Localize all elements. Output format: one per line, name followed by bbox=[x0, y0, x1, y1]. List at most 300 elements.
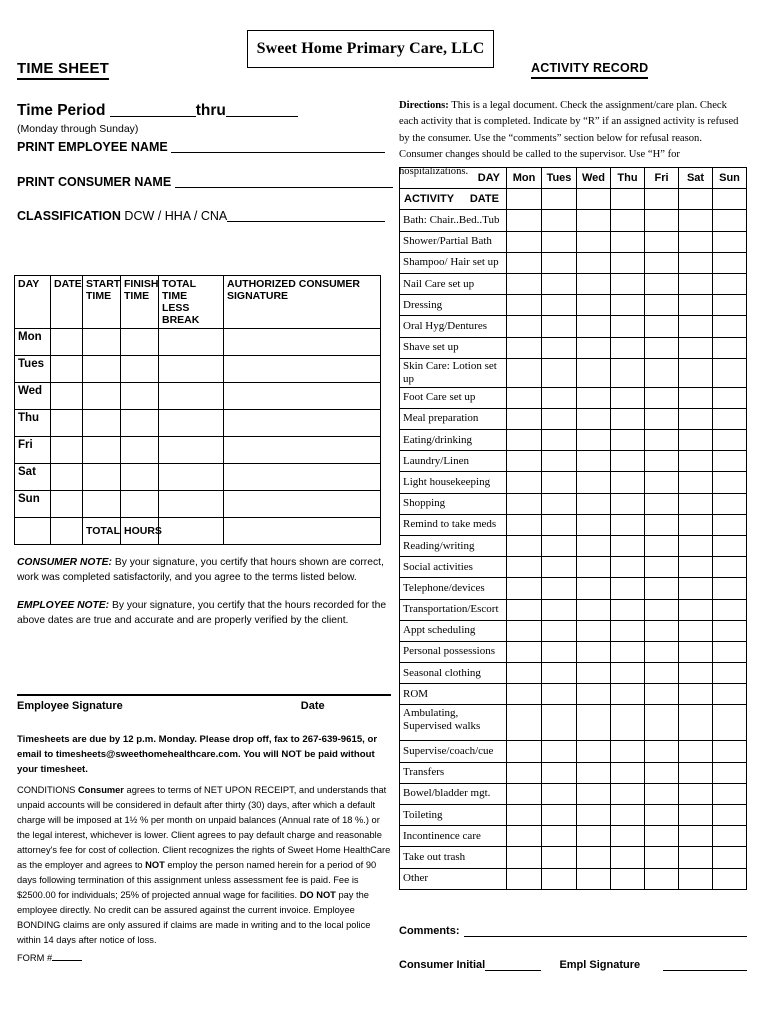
activity-check-cell[interactable] bbox=[645, 358, 679, 387]
activity-check-cell[interactable] bbox=[611, 273, 645, 294]
activity-check-cell[interactable] bbox=[713, 493, 747, 514]
activity-check-cell[interactable] bbox=[713, 705, 747, 741]
activity-check-cell[interactable] bbox=[713, 210, 747, 231]
activity-check-cell[interactable] bbox=[507, 783, 542, 804]
consumer-signature-row bbox=[399, 959, 747, 971]
total-time-cell[interactable] bbox=[159, 383, 224, 410]
header-line: DATE bbox=[54, 278, 82, 290]
activity-check-cell[interactable] bbox=[542, 514, 577, 535]
activity-check-cell[interactable] bbox=[611, 762, 645, 783]
activity-check-cell[interactable] bbox=[577, 387, 611, 408]
activity-check-cell[interactable] bbox=[507, 231, 542, 252]
activity-check-cell[interactable] bbox=[611, 783, 645, 804]
activity-check-cell[interactable] bbox=[577, 847, 611, 868]
activity-check-cell[interactable] bbox=[679, 493, 713, 514]
activity-check-cell[interactable] bbox=[577, 231, 611, 252]
activity-check-cell[interactable] bbox=[645, 641, 679, 662]
activity-check-cell[interactable] bbox=[679, 252, 713, 273]
activity-check-cell[interactable] bbox=[679, 620, 713, 641]
activity-check-cell[interactable] bbox=[542, 358, 577, 387]
activity-check-cell[interactable] bbox=[713, 741, 747, 762]
activity-check-cell[interactable] bbox=[645, 535, 679, 556]
activity-check-cell[interactable] bbox=[713, 557, 747, 578]
activity-check-cell[interactable] bbox=[611, 741, 645, 762]
activity-check-cell[interactable] bbox=[645, 472, 679, 493]
activity-check-cell[interactable] bbox=[713, 273, 747, 294]
table-row bbox=[15, 383, 381, 410]
signature-cell[interactable] bbox=[224, 356, 381, 383]
date-cell[interactable] bbox=[51, 437, 83, 464]
activity-check-cell[interactable] bbox=[611, 641, 645, 662]
activity-check-cell[interactable] bbox=[542, 805, 577, 826]
activity-check-cell[interactable] bbox=[542, 557, 577, 578]
activity-check-cell[interactable] bbox=[645, 826, 679, 847]
activity-check-cell[interactable] bbox=[507, 295, 542, 316]
activity-date-header-cell bbox=[400, 189, 507, 210]
activity-check-cell[interactable] bbox=[713, 641, 747, 662]
signature-cell[interactable] bbox=[224, 329, 381, 356]
activity-check-cell[interactable] bbox=[542, 741, 577, 762]
activity-check-cell[interactable] bbox=[679, 535, 713, 556]
activity-check-cell[interactable] bbox=[577, 514, 611, 535]
table-row bbox=[400, 430, 747, 451]
start-time-cell[interactable] bbox=[83, 437, 121, 464]
timesheet-table-body bbox=[15, 276, 381, 545]
total-time-cell[interactable] bbox=[159, 356, 224, 383]
activity-record-table bbox=[399, 167, 747, 890]
date-cell[interactable] bbox=[51, 329, 83, 356]
activity-check-cell[interactable] bbox=[577, 620, 611, 641]
start-time-cell[interactable] bbox=[83, 383, 121, 410]
activity-check-cell[interactable] bbox=[645, 430, 679, 451]
activity-check-cell[interactable] bbox=[645, 493, 679, 514]
activity-check-cell[interactable] bbox=[507, 705, 542, 741]
activity-label: Skin Care: Lotion set up bbox=[400, 358, 507, 387]
date-cell[interactable] bbox=[51, 491, 83, 518]
activity-check-cell[interactable] bbox=[645, 741, 679, 762]
date-entry-cell[interactable] bbox=[679, 189, 713, 210]
activity-check-cell[interactable] bbox=[679, 408, 713, 429]
consumer-note-text: By your signature, you certify that hours shown are correct, work was completed satisfactorily, and you agree to the terms listed below. bbox=[17, 557, 384, 583]
activity-check-cell[interactable] bbox=[542, 472, 577, 493]
empl-signature-field[interactable] bbox=[663, 959, 747, 971]
activity-check-cell[interactable] bbox=[577, 337, 611, 358]
activity-check-cell[interactable] bbox=[645, 273, 679, 294]
activity-check-cell[interactable] bbox=[577, 578, 611, 599]
start-time-cell[interactable] bbox=[83, 491, 121, 518]
activity-check-cell[interactable] bbox=[713, 762, 747, 783]
print-employee-name-label: PRINT EMPLOYEE NAME bbox=[17, 140, 168, 155]
activity-check-cell[interactable] bbox=[507, 805, 542, 826]
activity-check-cell[interactable] bbox=[713, 783, 747, 804]
activity-check-cell[interactable] bbox=[542, 387, 577, 408]
activity-check-cell[interactable] bbox=[611, 705, 645, 741]
activity-check-cell[interactable] bbox=[507, 408, 542, 429]
date-entry-cell[interactable] bbox=[713, 189, 747, 210]
activity-check-cell[interactable] bbox=[679, 578, 713, 599]
activity-check-cell[interactable] bbox=[713, 805, 747, 826]
activity-check-cell[interactable] bbox=[542, 599, 577, 620]
activity-check-cell[interactable] bbox=[679, 514, 713, 535]
activity-check-cell[interactable] bbox=[679, 641, 713, 662]
activity-check-cell[interactable] bbox=[507, 210, 542, 231]
activity-check-cell[interactable] bbox=[507, 535, 542, 556]
activity-check-cell[interactable] bbox=[611, 868, 645, 889]
activity-check-cell[interactable] bbox=[645, 762, 679, 783]
activity-check-cell[interactable] bbox=[507, 387, 542, 408]
activity-check-cell[interactable] bbox=[611, 337, 645, 358]
activity-check-cell[interactable] bbox=[713, 578, 747, 599]
date-entry-cell[interactable] bbox=[611, 189, 645, 210]
finish-time-cell[interactable] bbox=[121, 410, 159, 437]
time-period-start-field[interactable] bbox=[110, 103, 196, 117]
activity-check-cell[interactable] bbox=[679, 783, 713, 804]
date-cell[interactable] bbox=[51, 410, 83, 437]
signature-cell[interactable] bbox=[224, 464, 381, 491]
activity-check-cell[interactable] bbox=[645, 847, 679, 868]
activity-check-cell[interactable] bbox=[679, 868, 713, 889]
total-time-cell[interactable] bbox=[159, 491, 224, 518]
activity-check-cell[interactable] bbox=[645, 557, 679, 578]
activity-check-cell[interactable] bbox=[542, 705, 577, 741]
activity-check-cell[interactable] bbox=[611, 493, 645, 514]
activity-check-cell[interactable] bbox=[713, 408, 747, 429]
activity-check-cell[interactable] bbox=[645, 252, 679, 273]
activity-check-cell[interactable] bbox=[679, 472, 713, 493]
activity-check-cell[interactable] bbox=[679, 684, 713, 705]
activity-check-cell[interactable] bbox=[507, 337, 542, 358]
activity-check-cell[interactable] bbox=[713, 451, 747, 472]
activity-check-cell[interactable] bbox=[542, 408, 577, 429]
activity-check-cell[interactable] bbox=[577, 805, 611, 826]
activity-check-cell[interactable] bbox=[679, 826, 713, 847]
activity-check-cell[interactable] bbox=[577, 316, 611, 337]
time-period-end-field[interactable] bbox=[226, 103, 298, 117]
activity-check-cell[interactable] bbox=[542, 826, 577, 847]
finish-time-cell[interactable] bbox=[121, 491, 159, 518]
activity-check-cell[interactable] bbox=[577, 641, 611, 662]
comments-field[interactable] bbox=[464, 925, 747, 937]
activity-check-cell[interactable] bbox=[577, 430, 611, 451]
activity-check-cell[interactable] bbox=[507, 684, 542, 705]
finish-time-cell[interactable] bbox=[121, 464, 159, 491]
table-row bbox=[400, 472, 747, 493]
activity-check-cell[interactable] bbox=[679, 387, 713, 408]
activity-check-cell[interactable] bbox=[645, 295, 679, 316]
activity-check-cell[interactable] bbox=[645, 805, 679, 826]
activity-check-cell[interactable] bbox=[645, 663, 679, 684]
activity-check-cell[interactable] bbox=[679, 337, 713, 358]
activity-label: Eating/drinking bbox=[400, 430, 507, 451]
activity-check-cell[interactable] bbox=[542, 451, 577, 472]
day-label: Sun bbox=[15, 491, 51, 518]
activity-check-cell[interactable] bbox=[577, 252, 611, 273]
activity-check-cell[interactable] bbox=[542, 641, 577, 662]
start-time-cell[interactable] bbox=[83, 464, 121, 491]
activity-check-cell[interactable] bbox=[507, 599, 542, 620]
activity-check-cell[interactable] bbox=[542, 847, 577, 868]
activity-check-cell[interactable] bbox=[507, 762, 542, 783]
activity-check-cell[interactable] bbox=[611, 514, 645, 535]
activity-check-cell[interactable] bbox=[542, 316, 577, 337]
activity-check-cell[interactable] bbox=[679, 358, 713, 387]
activity-check-cell[interactable] bbox=[507, 847, 542, 868]
form-number-field[interactable] bbox=[52, 952, 82, 961]
start-time-cell[interactable] bbox=[83, 410, 121, 437]
finish-time-cell[interactable] bbox=[121, 356, 159, 383]
activity-check-cell[interactable] bbox=[679, 316, 713, 337]
activity-check-cell[interactable] bbox=[679, 295, 713, 316]
activity-check-cell[interactable] bbox=[577, 273, 611, 294]
signature-cell[interactable] bbox=[224, 437, 381, 464]
date-entry-cell[interactable] bbox=[507, 189, 542, 210]
activity-check-cell[interactable] bbox=[679, 741, 713, 762]
activity-check-cell[interactable] bbox=[542, 231, 577, 252]
activity-check-cell[interactable] bbox=[507, 252, 542, 273]
activity-check-cell[interactable] bbox=[679, 557, 713, 578]
activity-check-cell[interactable] bbox=[611, 358, 645, 387]
activity-check-cell[interactable] bbox=[542, 493, 577, 514]
activity-check-cell[interactable] bbox=[713, 472, 747, 493]
activity-check-cell[interactable] bbox=[713, 847, 747, 868]
activity-check-cell[interactable] bbox=[542, 430, 577, 451]
activity-check-cell[interactable] bbox=[542, 663, 577, 684]
activity-check-cell[interactable] bbox=[507, 578, 542, 599]
date-entry-cell[interactable] bbox=[577, 189, 611, 210]
signature-cell[interactable] bbox=[224, 410, 381, 437]
activity-check-cell[interactable] bbox=[645, 408, 679, 429]
classification-field[interactable] bbox=[227, 208, 385, 222]
activity-check-cell[interactable] bbox=[577, 472, 611, 493]
activity-check-cell[interactable] bbox=[611, 826, 645, 847]
activity-check-cell[interactable] bbox=[679, 599, 713, 620]
activity-check-cell[interactable] bbox=[507, 826, 542, 847]
activity-check-cell[interactable] bbox=[679, 663, 713, 684]
activity-check-cell[interactable] bbox=[679, 451, 713, 472]
activity-check-cell[interactable] bbox=[713, 684, 747, 705]
activity-check-cell[interactable] bbox=[645, 451, 679, 472]
activity-check-cell[interactable] bbox=[645, 514, 679, 535]
activity-label: Remind to take meds bbox=[400, 514, 507, 535]
total-time-cell[interactable] bbox=[159, 437, 224, 464]
activity-check-cell[interactable] bbox=[507, 868, 542, 889]
activity-check-cell[interactable] bbox=[542, 620, 577, 641]
activity-check-cell[interactable] bbox=[679, 430, 713, 451]
finish-time-cell[interactable] bbox=[121, 437, 159, 464]
activity-check-cell[interactable] bbox=[611, 805, 645, 826]
consumer-initial-field[interactable] bbox=[485, 959, 541, 971]
form-number-row bbox=[17, 951, 391, 966]
activity-check-cell[interactable] bbox=[713, 337, 747, 358]
activity-check-cell[interactable] bbox=[577, 783, 611, 804]
activity-check-cell[interactable] bbox=[713, 868, 747, 889]
activity-check-cell[interactable] bbox=[542, 868, 577, 889]
date-cell[interactable] bbox=[51, 464, 83, 491]
activity-check-cell[interactable] bbox=[542, 783, 577, 804]
consumer-name-field[interactable] bbox=[175, 174, 393, 188]
activity-check-cell[interactable] bbox=[542, 762, 577, 783]
signature-cell[interactable] bbox=[224, 383, 381, 410]
date-cell[interactable] bbox=[51, 383, 83, 410]
activity-check-cell[interactable] bbox=[507, 358, 542, 387]
activity-label: Oral Hyg/Dentures bbox=[400, 316, 507, 337]
activity-check-cell[interactable] bbox=[577, 358, 611, 387]
activity-check-cell[interactable] bbox=[577, 684, 611, 705]
activity-record-title: ACTIVITY RECORD bbox=[531, 61, 648, 79]
activity-check-cell[interactable] bbox=[713, 514, 747, 535]
activity-check-cell[interactable] bbox=[611, 847, 645, 868]
activity-check-cell[interactable] bbox=[577, 535, 611, 556]
activity-check-cell[interactable] bbox=[713, 826, 747, 847]
activity-check-cell[interactable] bbox=[507, 514, 542, 535]
activity-check-cell[interactable] bbox=[713, 663, 747, 684]
activity-check-cell[interactable] bbox=[645, 684, 679, 705]
activity-check-cell[interactable] bbox=[645, 783, 679, 804]
activity-check-cell[interactable] bbox=[611, 557, 645, 578]
table-row bbox=[400, 231, 747, 252]
activity-check-cell[interactable] bbox=[713, 620, 747, 641]
date-entry-cell[interactable] bbox=[542, 189, 577, 210]
start-time-cell[interactable] bbox=[83, 356, 121, 383]
total-hours-cell[interactable] bbox=[159, 518, 224, 545]
activity-check-cell[interactable] bbox=[542, 684, 577, 705]
activity-check-cell[interactable] bbox=[507, 430, 542, 451]
activity-check-cell[interactable] bbox=[507, 451, 542, 472]
activity-check-cell[interactable] bbox=[611, 535, 645, 556]
activity-check-cell[interactable] bbox=[542, 210, 577, 231]
table-row bbox=[400, 493, 747, 514]
activity-check-cell[interactable] bbox=[713, 252, 747, 273]
activity-check-cell[interactable] bbox=[577, 705, 611, 741]
activity-check-cell[interactable] bbox=[611, 599, 645, 620]
activity-label: Bath: Chair..Bed..Tub bbox=[400, 210, 507, 231]
activity-check-cell[interactable] bbox=[645, 337, 679, 358]
finish-time-cell[interactable] bbox=[121, 329, 159, 356]
activity-check-cell[interactable] bbox=[507, 472, 542, 493]
total-time-cell[interactable] bbox=[159, 410, 224, 437]
activity-check-cell[interactable] bbox=[679, 705, 713, 741]
activity-check-cell[interactable] bbox=[577, 210, 611, 231]
activity-check-cell[interactable] bbox=[542, 337, 577, 358]
activity-check-cell[interactable] bbox=[577, 408, 611, 429]
activity-check-cell[interactable] bbox=[542, 295, 577, 316]
header-line: LESS BREAK bbox=[162, 302, 200, 327]
activity-check-cell[interactable] bbox=[645, 387, 679, 408]
activity-check-cell[interactable] bbox=[507, 493, 542, 514]
start-time-cell[interactable] bbox=[83, 329, 121, 356]
activity-check-cell[interactable] bbox=[611, 252, 645, 273]
total-time-cell[interactable] bbox=[159, 464, 224, 491]
activity-label: Seasonal clothing bbox=[400, 663, 507, 684]
activity-check-cell[interactable] bbox=[507, 557, 542, 578]
activity-check-cell[interactable] bbox=[645, 578, 679, 599]
activity-check-cell[interactable] bbox=[713, 430, 747, 451]
table-row bbox=[15, 410, 381, 437]
activity-check-cell[interactable] bbox=[611, 231, 645, 252]
activity-check-cell[interactable] bbox=[713, 535, 747, 556]
table-row bbox=[400, 663, 747, 684]
activity-check-cell[interactable] bbox=[542, 273, 577, 294]
activity-check-cell[interactable] bbox=[713, 358, 747, 387]
date-cell[interactable] bbox=[51, 356, 83, 383]
activity-check-cell[interactable] bbox=[645, 868, 679, 889]
activity-check-cell[interactable] bbox=[611, 578, 645, 599]
activity-check-cell[interactable] bbox=[507, 316, 542, 337]
classification-options[interactable]: DCW / HHA / CNA bbox=[124, 209, 228, 224]
activity-check-cell[interactable] bbox=[679, 231, 713, 252]
activity-check-cell[interactable] bbox=[507, 273, 542, 294]
finish-time-cell[interactable] bbox=[121, 383, 159, 410]
activity-check-cell[interactable] bbox=[611, 316, 645, 337]
activity-check-cell[interactable] bbox=[577, 741, 611, 762]
activity-check-cell[interactable] bbox=[679, 210, 713, 231]
activity-check-cell[interactable] bbox=[507, 663, 542, 684]
activity-check-cell[interactable] bbox=[542, 252, 577, 273]
employee-name-field[interactable] bbox=[171, 139, 385, 153]
activity-check-cell[interactable] bbox=[679, 805, 713, 826]
activity-check-cell[interactable] bbox=[577, 493, 611, 514]
activity-check-cell[interactable] bbox=[713, 599, 747, 620]
total-time-cell[interactable] bbox=[159, 329, 224, 356]
timesheet-header-cell bbox=[15, 276, 51, 329]
activity-check-cell[interactable] bbox=[611, 451, 645, 472]
activity-check-cell[interactable] bbox=[611, 684, 645, 705]
activity-check-cell[interactable] bbox=[611, 430, 645, 451]
total-signature-cell[interactable] bbox=[224, 518, 381, 545]
activity-check-cell[interactable] bbox=[645, 231, 679, 252]
activity-check-cell[interactable] bbox=[507, 741, 542, 762]
activity-check-cell[interactable] bbox=[645, 620, 679, 641]
activity-check-cell[interactable] bbox=[679, 762, 713, 783]
activity-check-cell[interactable] bbox=[679, 273, 713, 294]
activity-check-cell[interactable] bbox=[507, 620, 542, 641]
signature-cell[interactable] bbox=[224, 491, 381, 518]
activity-check-cell[interactable] bbox=[542, 535, 577, 556]
activity-check-cell[interactable] bbox=[577, 762, 611, 783]
activity-label: Transportation/Escort bbox=[400, 599, 507, 620]
activity-check-cell[interactable] bbox=[679, 847, 713, 868]
activity-check-cell[interactable] bbox=[645, 316, 679, 337]
date-entry-cell[interactable] bbox=[645, 189, 679, 210]
activity-check-cell[interactable] bbox=[577, 826, 611, 847]
activity-check-cell[interactable] bbox=[645, 705, 679, 741]
activity-check-cell[interactable] bbox=[611, 663, 645, 684]
activity-check-cell[interactable] bbox=[611, 295, 645, 316]
activity-check-cell[interactable] bbox=[645, 599, 679, 620]
activity-check-cell[interactable] bbox=[577, 868, 611, 889]
classification-row bbox=[17, 208, 395, 226]
activity-check-cell[interactable] bbox=[713, 387, 747, 408]
directions-label: Directions: bbox=[399, 100, 449, 111]
activity-check-cell[interactable] bbox=[542, 578, 577, 599]
activity-check-cell[interactable] bbox=[577, 451, 611, 472]
activity-check-cell[interactable] bbox=[713, 316, 747, 337]
activity-check-cell[interactable] bbox=[611, 620, 645, 641]
activity-check-cell[interactable] bbox=[507, 641, 542, 662]
activity-check-cell[interactable] bbox=[611, 472, 645, 493]
activity-check-cell[interactable] bbox=[611, 408, 645, 429]
activity-check-cell[interactable] bbox=[713, 231, 747, 252]
activity-check-cell[interactable] bbox=[577, 295, 611, 316]
activity-check-cell[interactable] bbox=[713, 295, 747, 316]
activity-check-cell[interactable] bbox=[645, 210, 679, 231]
activity-check-cell[interactable] bbox=[577, 663, 611, 684]
activity-check-cell[interactable] bbox=[611, 210, 645, 231]
activity-check-cell[interactable] bbox=[611, 387, 645, 408]
activity-check-cell[interactable] bbox=[577, 557, 611, 578]
header-line: AUTHORIZED CONSUMER bbox=[227, 278, 360, 290]
activity-check-cell[interactable] bbox=[577, 599, 611, 620]
